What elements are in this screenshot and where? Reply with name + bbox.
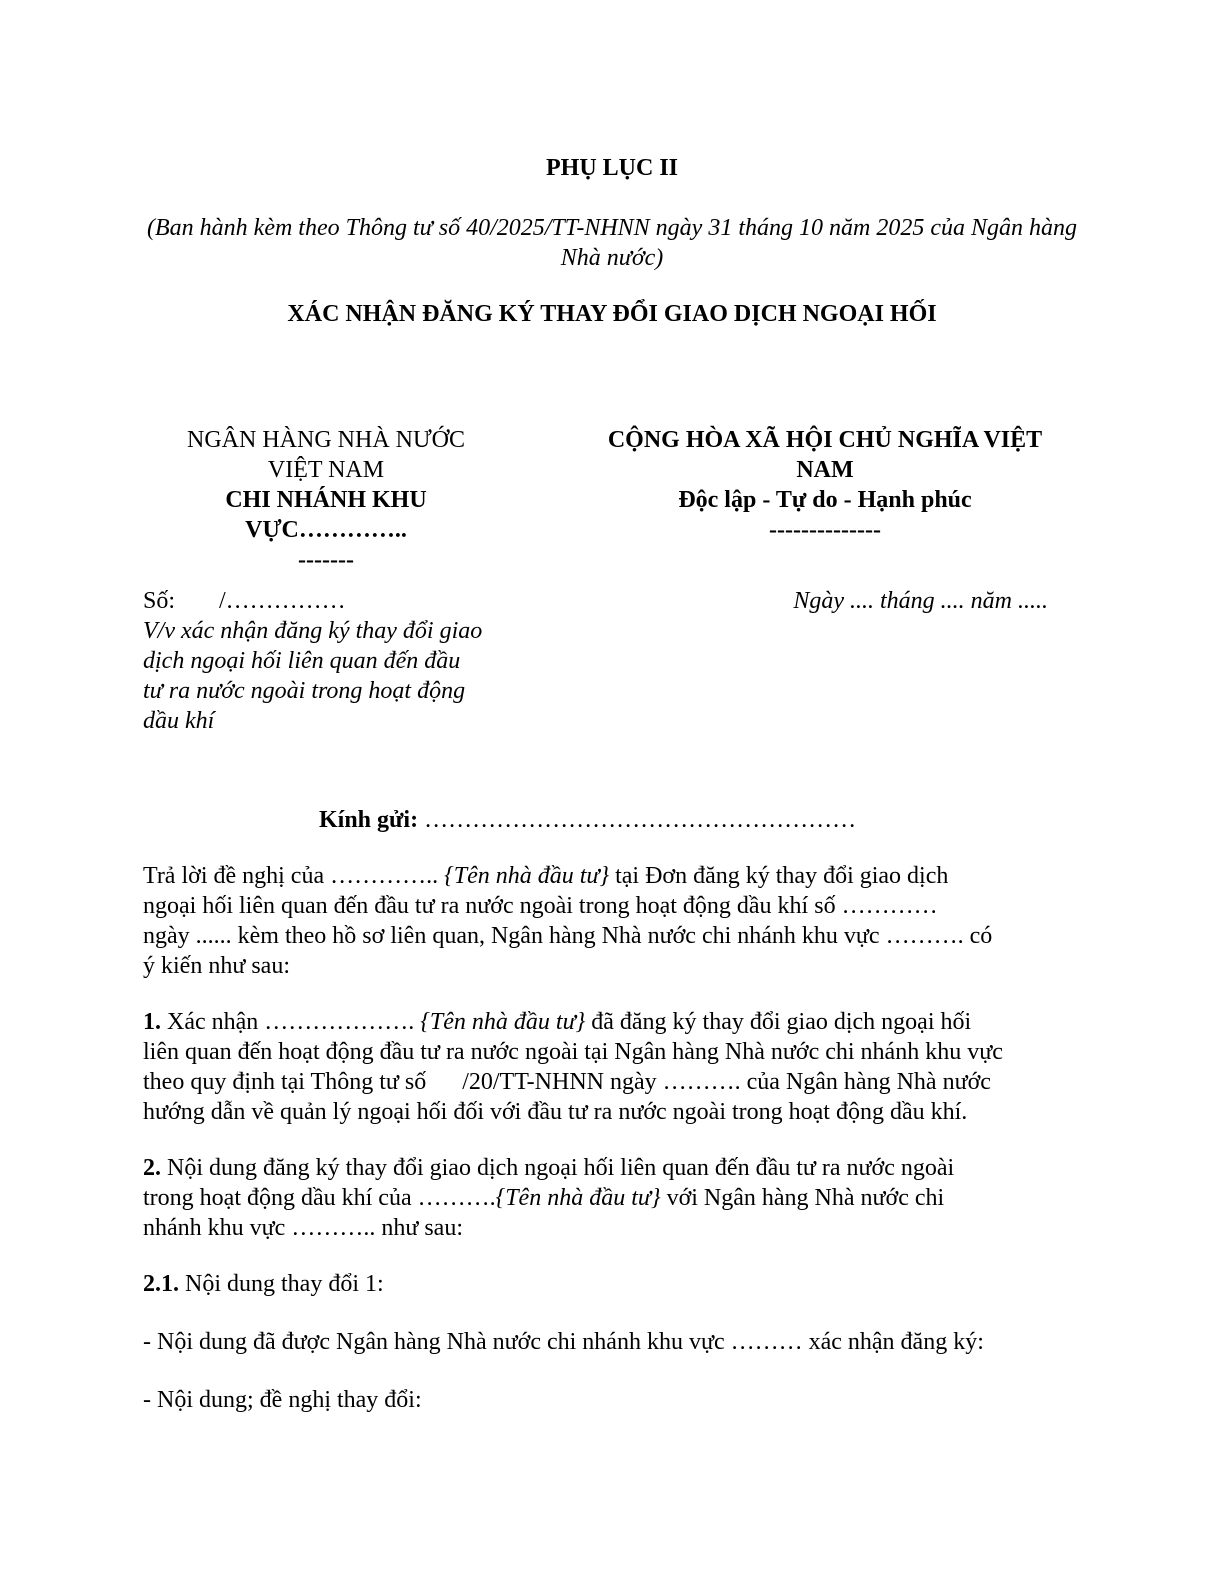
item-text: Nội dung đăng ký thay đổi giao dịch ngoại hối liên quan đến đầu tư ra nước ngoài (161, 1155, 955, 1181)
bullet-approved-content: - Nội dung đã được Ngân hàng Nhà nước chi nhánh khu vực ……… xác nhận đăng ký: (143, 1329, 984, 1355)
intro-text: tại Đơn đăng ký thay đổi giao dịch (609, 863, 949, 889)
item-text: với Ngân hàng Nhà nước chi (660, 1185, 945, 1211)
item-text: Xác nhận ………………. (161, 1009, 421, 1035)
branch-name-line1: CHI NHÁNH KHU (225, 487, 427, 513)
annex-title: PHỤ LỤC II (545, 155, 678, 181)
item-number: 2. (143, 1155, 161, 1181)
item-line (143, 1183, 1083, 1213)
item-line (143, 1007, 1083, 1037)
item-text: trong hoạt động dầu khí của ………. (143, 1185, 496, 1211)
item-number: 2.1. (143, 1271, 179, 1297)
investor-name-placeholder: {Tên nhà đầu tư} (444, 863, 610, 889)
intro-paragraph (143, 861, 1083, 981)
bullet-proposed-change: - Nội dung; đề nghị thay đổi: (143, 1387, 422, 1413)
intro-line: ngày ...... kèm theo hồ sơ liên quan, Ngân hàng Nhà nước chi nhánh khu vực ………. có (143, 923, 993, 949)
agency-name-line1: NGÂN HÀNG NHÀ NƯỚC (187, 427, 465, 453)
national-header-block (540, 425, 1110, 545)
item-text: Nội dung thay đổi 1: (179, 1271, 384, 1297)
document-number-value: /…………… (219, 588, 346, 614)
national-motto: Độc lập - Tự do - Hạnh phúc (678, 487, 972, 513)
item-text: đã đăng ký thay đổi giao dịch ngoại hối (585, 1009, 972, 1035)
date-line: Ngày .... tháng .... năm ..... (793, 588, 1048, 614)
document-title: XÁC NHẬN ĐĂNG KÝ THAY ĐỔI GIAO DỊCH NGOẠI HỐI (287, 301, 937, 327)
subject-block (143, 616, 518, 736)
item-line: liên quan đến hoạt động đầu tư ra nước ngoài tại Ngân hàng Nhà nước chi nhánh khu vực (143, 1039, 1003, 1065)
branch-name-line2: VỰC………….. (245, 517, 407, 543)
investor-name-placeholder: {Tên nhà đầu tư} (495, 1185, 661, 1211)
agency-divider: ------- (298, 547, 354, 573)
subject-line: V/v xác nhận đăng ký thay đổi giao (143, 618, 483, 644)
nation-name-line1: CỘNG HÒA XÃ HỘI CHỦ NGHĨA VIỆT (607, 427, 1043, 453)
intro-line: ý kiến như sau: (143, 953, 290, 979)
item-line: theo quy định tại Thông tư số /20/TT-NHNN ngày ………. của Ngân hàng Nhà nước (143, 1069, 991, 1095)
subject-line: dịch ngoại hối liên quan đến đầu (143, 648, 461, 674)
item-2-1-heading (143, 1269, 1083, 1299)
subject-line: dầu khí (143, 708, 215, 734)
recipient-value: ……………………………………………… (418, 807, 857, 833)
item-line (143, 1153, 1083, 1183)
intro-text: Trả lời đề nghị của ………….. (143, 863, 445, 889)
issuing-agency-block (140, 425, 512, 575)
item-number: 1. (143, 1009, 161, 1035)
subject-line: tư ra nước ngoài trong hoạt động (143, 678, 466, 704)
item-line: hướng dẫn về quản lý ngoại hối đối với đầu tư ra nước ngoài trong hoạt động dầu khí. (143, 1099, 968, 1125)
agency-name-line2: VIỆT NAM (267, 457, 385, 483)
document-number (143, 586, 346, 616)
recipient-line (319, 805, 856, 835)
investor-name-placeholder: {Tên nhà đầu tư} (420, 1009, 586, 1035)
nation-name-line2: NAM (796, 457, 854, 483)
document-number-label: Số: (143, 588, 176, 614)
motto-divider: -------------- (769, 517, 881, 543)
item-line: nhánh khu vực ……….. như sau: (143, 1215, 463, 1241)
intro-line (143, 861, 1083, 891)
item-2-paragraph (143, 1153, 1083, 1243)
issued-with-note: (Ban hành kèm theo Thông tư số 40/2025/TT-NHNN ngày 31 tháng 10 năm 2025 của Ngân hàng Nhà nước) (147, 215, 1077, 271)
recipient-label: Kính gửi: (319, 807, 419, 833)
item-1-paragraph (143, 1007, 1083, 1127)
intro-line: ngoại hối liên quan đến đầu tư ra nước ngoài trong hoạt động dầu khí số ………… (143, 893, 938, 919)
